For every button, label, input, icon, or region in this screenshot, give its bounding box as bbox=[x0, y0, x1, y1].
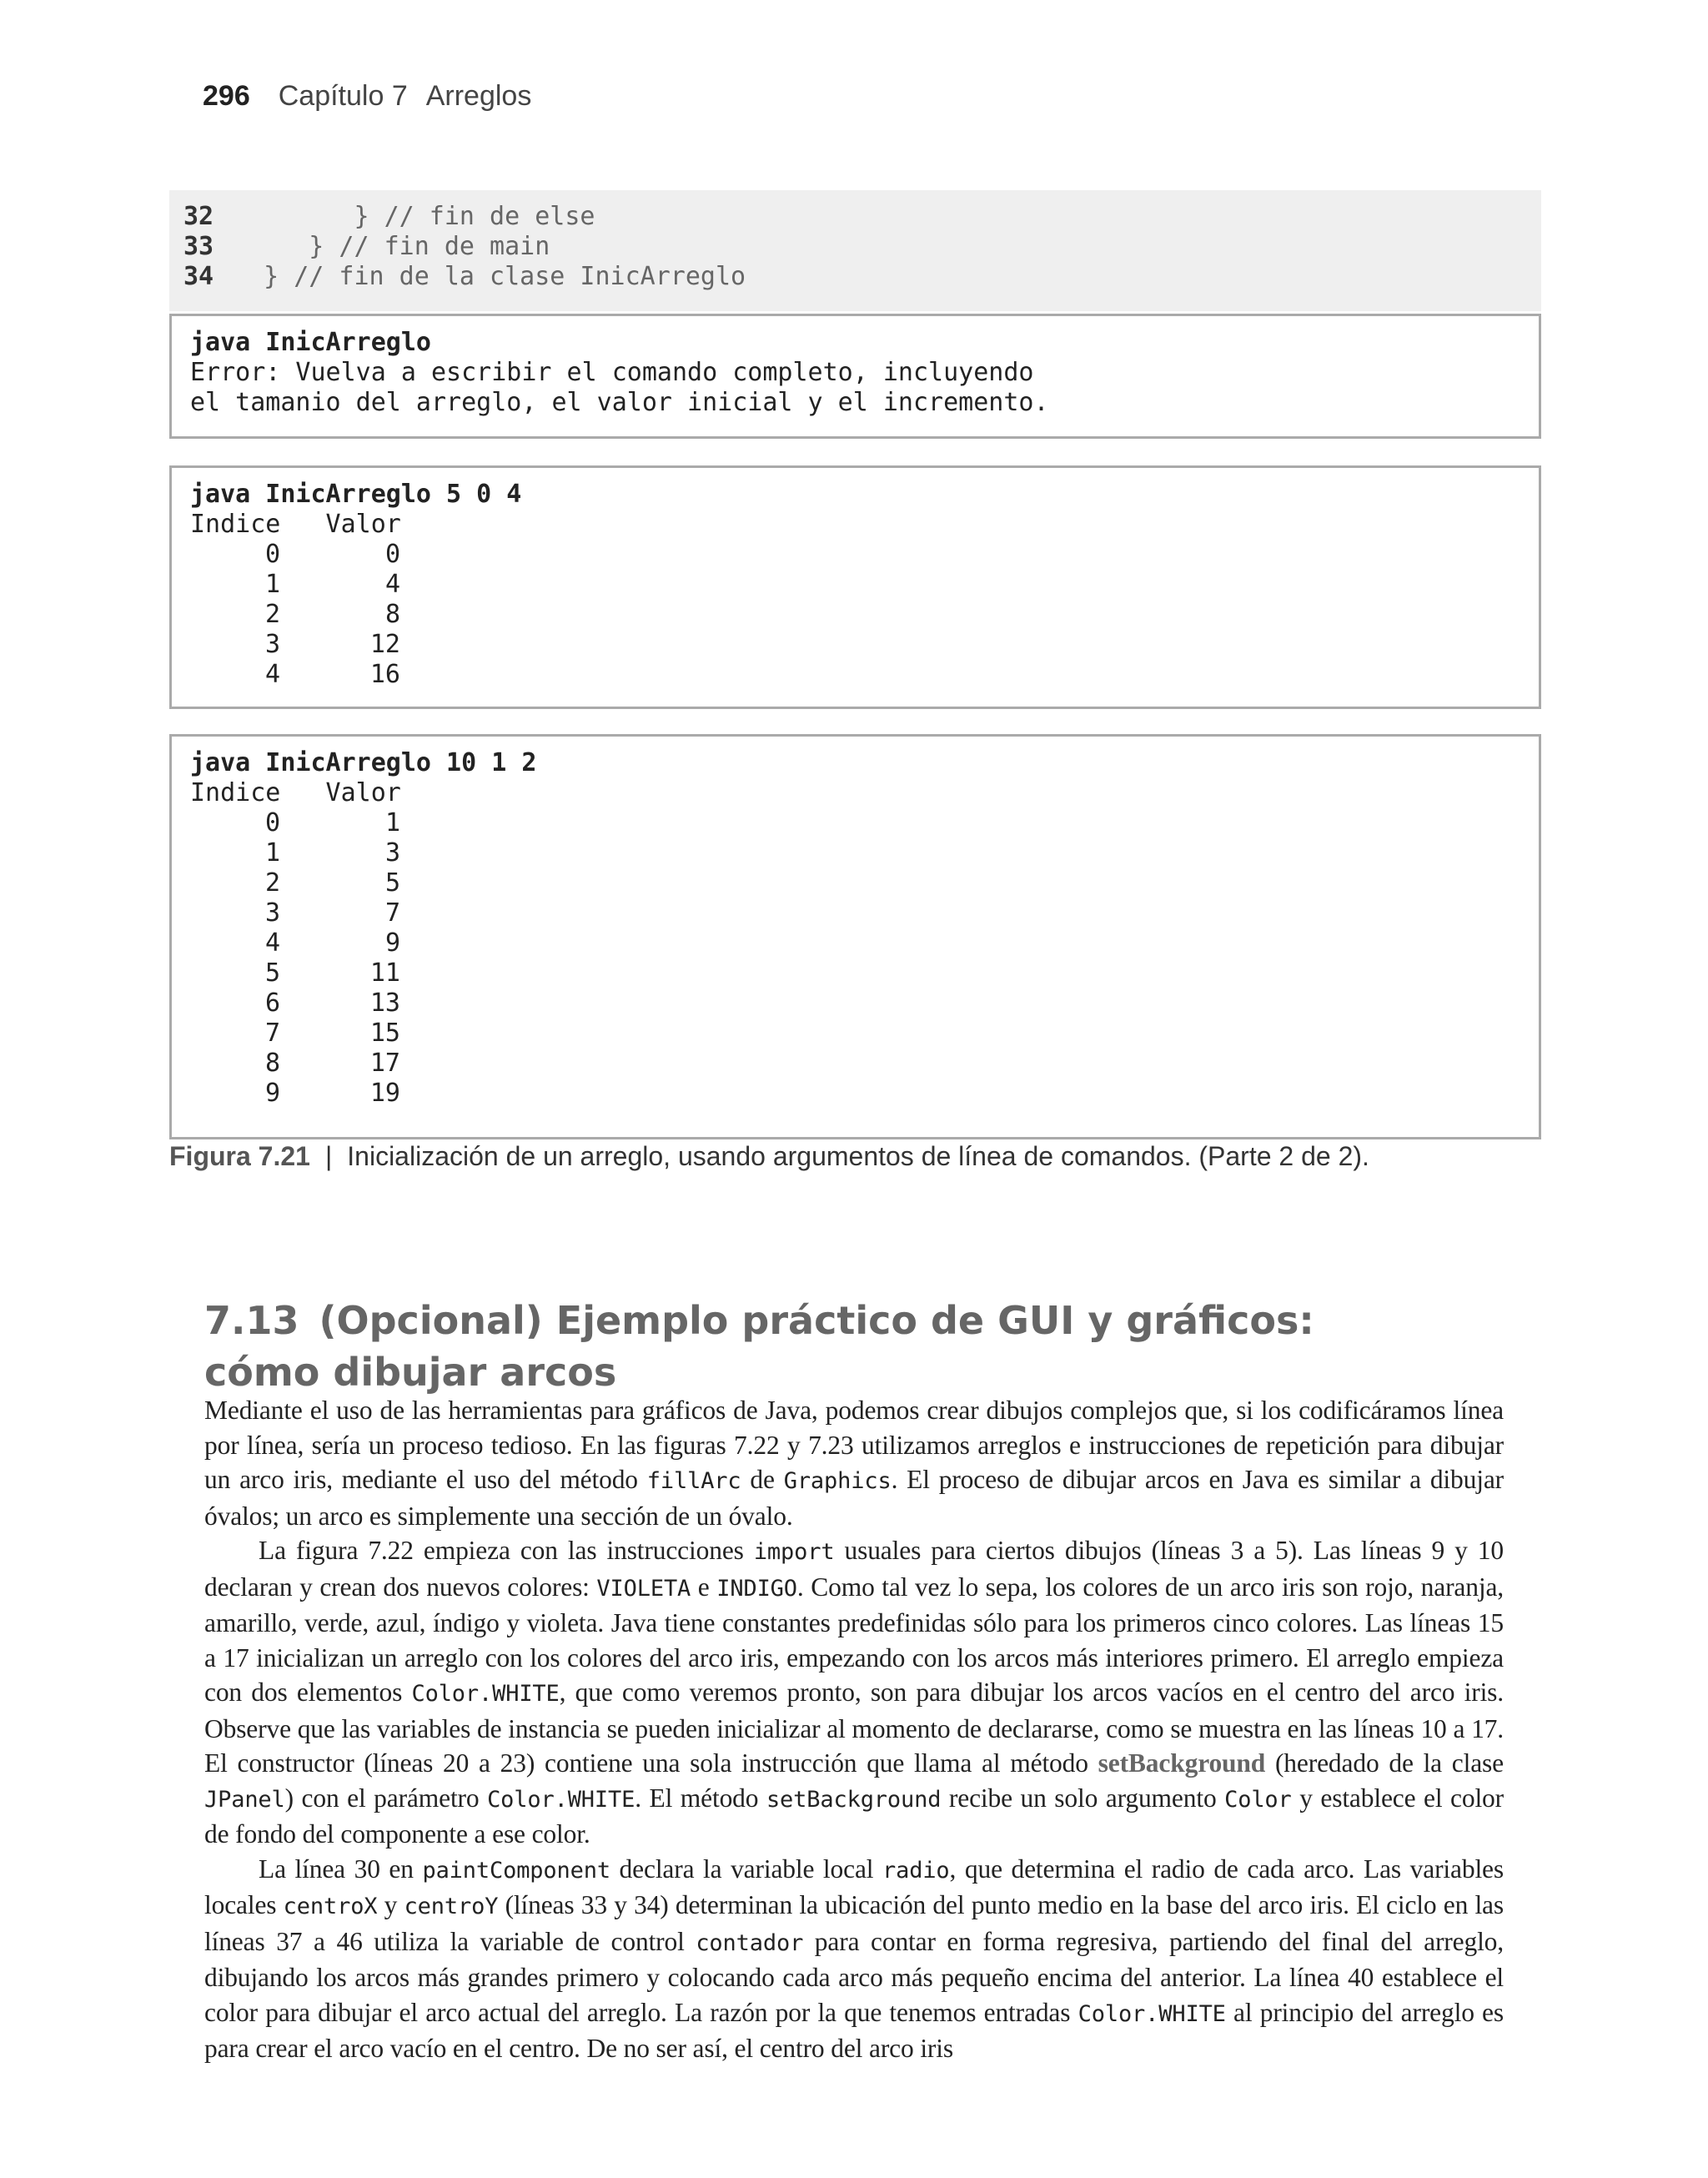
index-cell: 3 bbox=[264, 630, 280, 659]
inline-code: INDIGO bbox=[716, 1575, 797, 1602]
inline-code: Color.WHITE bbox=[487, 1786, 635, 1813]
table-row bbox=[190, 838, 1539, 868]
figure-label: Figura 7.21 bbox=[169, 1141, 310, 1171]
value-cell: 4 bbox=[384, 570, 400, 599]
index-cell: 2 bbox=[264, 600, 280, 629]
value-cell: 8 bbox=[384, 600, 400, 629]
inline-code: centroY bbox=[404, 1894, 499, 1919]
page-header bbox=[203, 80, 531, 113]
text-run: Mediante el uso de las herramientas para gráficos de Java, podemos crear dibujos complejos que, si los codificáramos línea por línea, sería un proceso tedioso. En las figuras 7.22 y 7.23 utilizamos arreglos e instrucciones de repetición para dibujar un arco iris, mediante el uso del método bbox=[204, 1396, 1504, 1494]
index-cell: 3 bbox=[264, 898, 280, 928]
page-number: 296 bbox=[203, 80, 250, 112]
text-run: de bbox=[741, 1465, 784, 1494]
text-run: La figura 7.22 empieza con las instrucciones bbox=[259, 1536, 754, 1565]
inline-code: radio bbox=[882, 1857, 950, 1884]
text-run: para contar en forma regresiva, partiendo del final del arreglo, dibujando los arcos más grandes primero y colocando cada arco más pequeño encima del anterior. La línea 40 establece el color para dibujar el arco actual del arreglo. La razón por la que tenemos entradas bbox=[204, 1926, 1504, 2027]
index-cell: 1 bbox=[264, 570, 280, 599]
inline-code: setBackground bbox=[766, 1786, 942, 1813]
value-cell: 0 bbox=[384, 540, 400, 569]
text-run: (heredado de la clase bbox=[1265, 1748, 1505, 1778]
inline-code: Color.WHITE bbox=[1078, 2000, 1226, 2027]
value-cell: 19 bbox=[369, 1079, 400, 1108]
output-box-error bbox=[169, 314, 1541, 439]
table-row bbox=[190, 660, 1539, 690]
chapter-title: Arreglos bbox=[425, 80, 532, 112]
inline-code: JPanel bbox=[204, 1786, 285, 1813]
text-run: ) con el parámetro bbox=[284, 1783, 488, 1813]
index-cell: 4 bbox=[264, 928, 280, 958]
section-title-line2: cómo dibujar arcos bbox=[204, 1350, 617, 1395]
code-text: } // fin de else bbox=[234, 202, 595, 231]
table-row bbox=[190, 570, 1539, 600]
inline-code: paintComponent bbox=[422, 1857, 610, 1884]
output-command: java InicArreglo 5 0 4 bbox=[190, 480, 522, 509]
output-line: el tamanio del arreglo, el valor inicial y el incremento. bbox=[190, 388, 1049, 417]
section-number: 7.13 bbox=[204, 1298, 299, 1343]
inline-code: Color bbox=[1224, 1786, 1292, 1813]
code-text: } // fin de la clase InicArreglo bbox=[234, 262, 746, 291]
text-run: . El proceso de dibujar arcos en Java es similar a dibujar óvalos; un arco es simplemente una sección de un óvalo. bbox=[204, 1465, 1504, 1531]
text-run: recibe un solo argumento bbox=[941, 1783, 1225, 1813]
line-number: 33 bbox=[183, 232, 214, 261]
code-listing bbox=[169, 190, 1541, 311]
line-number: 32 bbox=[183, 202, 214, 231]
table-row bbox=[190, 1049, 1539, 1079]
caption-text: Inicialización de un arreglo, usando argumentos de línea de comandos. (Parte 2 de 2). bbox=[347, 1141, 1369, 1171]
paragraph bbox=[204, 1533, 1504, 1852]
table-row bbox=[190, 928, 1539, 958]
output-line: Error: Vuelva a escribir el comando completo, incluyendo bbox=[190, 358, 1034, 387]
value-cell: 13 bbox=[369, 988, 400, 1018]
text-run: . Como tal vez lo sepa, los colores de un arco iris son rojo, naranja, amarillo, verde, azul, índigo y violeta. Java tiene constantes predefinidas sólo para los primeros cinco colores. Las líneas 15 a 17 inicializan un arreglo con los colores del arco iris, empezando con los arcos más interiores primero. El arreglo empieza con dos elementos bbox=[204, 1572, 1505, 1707]
table-row bbox=[190, 988, 1539, 1019]
table-header: Indice Valor bbox=[190, 778, 401, 807]
table-row bbox=[190, 540, 1539, 570]
index-cell: 2 bbox=[264, 868, 280, 898]
text-run: e bbox=[691, 1572, 717, 1602]
section-heading bbox=[204, 1295, 1539, 1398]
paragraph bbox=[204, 1393, 1504, 1533]
value-cell: 11 bbox=[369, 958, 400, 988]
chapter-label: Capítulo 7 bbox=[278, 80, 408, 112]
paragraph bbox=[204, 1852, 1504, 2066]
value-cell: 15 bbox=[369, 1019, 400, 1048]
index-cell: 5 bbox=[264, 958, 280, 988]
output-command: java InicArreglo 10 1 2 bbox=[190, 748, 537, 777]
output-box-run1 bbox=[169, 465, 1541, 709]
code-line bbox=[183, 232, 1541, 262]
value-cell: 1 bbox=[384, 808, 400, 837]
index-cell: 4 bbox=[264, 660, 280, 689]
code-line bbox=[183, 262, 1541, 292]
table-row bbox=[190, 958, 1539, 988]
table-header: Indice Valor bbox=[190, 510, 401, 539]
value-cell: 3 bbox=[384, 838, 400, 868]
code-text: } // fin de main bbox=[234, 232, 550, 261]
inline-code: fillArc bbox=[646, 1468, 741, 1494]
table-row bbox=[190, 868, 1539, 898]
index-cell: 6 bbox=[264, 988, 280, 1018]
value-cell: 7 bbox=[384, 898, 400, 928]
figure-caption bbox=[169, 1141, 1369, 1172]
code-line bbox=[183, 202, 1541, 232]
table-row bbox=[190, 600, 1539, 630]
text-run: declara la variable local bbox=[610, 1854, 882, 1884]
text-run: al principio del arreglo es para crear el arco vacío en el centro. De no ser así, el centro del arco iris bbox=[204, 1997, 1504, 2063]
text-run: , que determina el radio de cada arco. Las variables locales bbox=[204, 1854, 1504, 1919]
inline-code: contador bbox=[696, 1929, 804, 1956]
index-cell: 8 bbox=[264, 1049, 280, 1078]
inline-code: Color.WHITE bbox=[411, 1681, 560, 1707]
body-text bbox=[204, 1393, 1504, 2066]
value-cell: 17 bbox=[369, 1049, 400, 1078]
section-title-line1: (Opcional) Ejemplo práctico de GUI y gráficos: bbox=[319, 1298, 1314, 1343]
value-cell: 9 bbox=[384, 928, 400, 958]
output-box-run2 bbox=[169, 734, 1541, 1139]
table-row bbox=[190, 1079, 1539, 1109]
text-run: usuales para ciertos dibujos (líneas 3 a 5). Las líneas 9 y 10 declaran y crean dos nuevos colores: bbox=[204, 1536, 1504, 1602]
table-row bbox=[190, 898, 1539, 928]
inline-code: import bbox=[753, 1539, 835, 1565]
index-cell: 9 bbox=[264, 1079, 280, 1108]
inline-code: VIOLETA bbox=[596, 1575, 691, 1602]
text-run: La línea 30 en bbox=[259, 1854, 423, 1884]
text-run: , que como veremos pronto, son para dibujar los arcos vacíos en el centro del arco iris. Observe que las variables de instancia se pueden inicializar al momento de declararse, como se muestra en las líneas 10 a 17. El constructor (líneas 20 a 23) contiene una sola instrucción que llama al método bbox=[204, 1678, 1505, 1778]
text-run: (líneas 33 y 34) determinan la ubicación del punto medio en la base del arco iris. El ciclo en las líneas 37 a 46 utiliza la variable de control bbox=[204, 1890, 1504, 1956]
text-run: . El método bbox=[635, 1783, 766, 1813]
index-cell: 1 bbox=[264, 838, 280, 868]
inline-code: Graphics bbox=[783, 1468, 892, 1494]
index-cell: 7 bbox=[264, 1019, 280, 1048]
inline-code: centroX bbox=[283, 1894, 378, 1919]
table-row bbox=[190, 1019, 1539, 1049]
bold-term: setBackground bbox=[1098, 1748, 1266, 1778]
text-run: y establece el color de fondo del componente a ese color. bbox=[204, 1783, 1504, 1849]
caption-separator: | bbox=[324, 1141, 333, 1171]
value-cell: 5 bbox=[384, 868, 400, 898]
index-cell: 0 bbox=[264, 808, 280, 837]
value-cell: 12 bbox=[369, 630, 400, 659]
line-number: 34 bbox=[183, 262, 214, 291]
value-cell: 16 bbox=[369, 660, 400, 689]
index-cell: 0 bbox=[264, 540, 280, 569]
table-row bbox=[190, 630, 1539, 660]
text-run: y bbox=[377, 1890, 404, 1919]
output-command: java InicArreglo bbox=[190, 328, 431, 357]
table-row bbox=[190, 808, 1539, 838]
